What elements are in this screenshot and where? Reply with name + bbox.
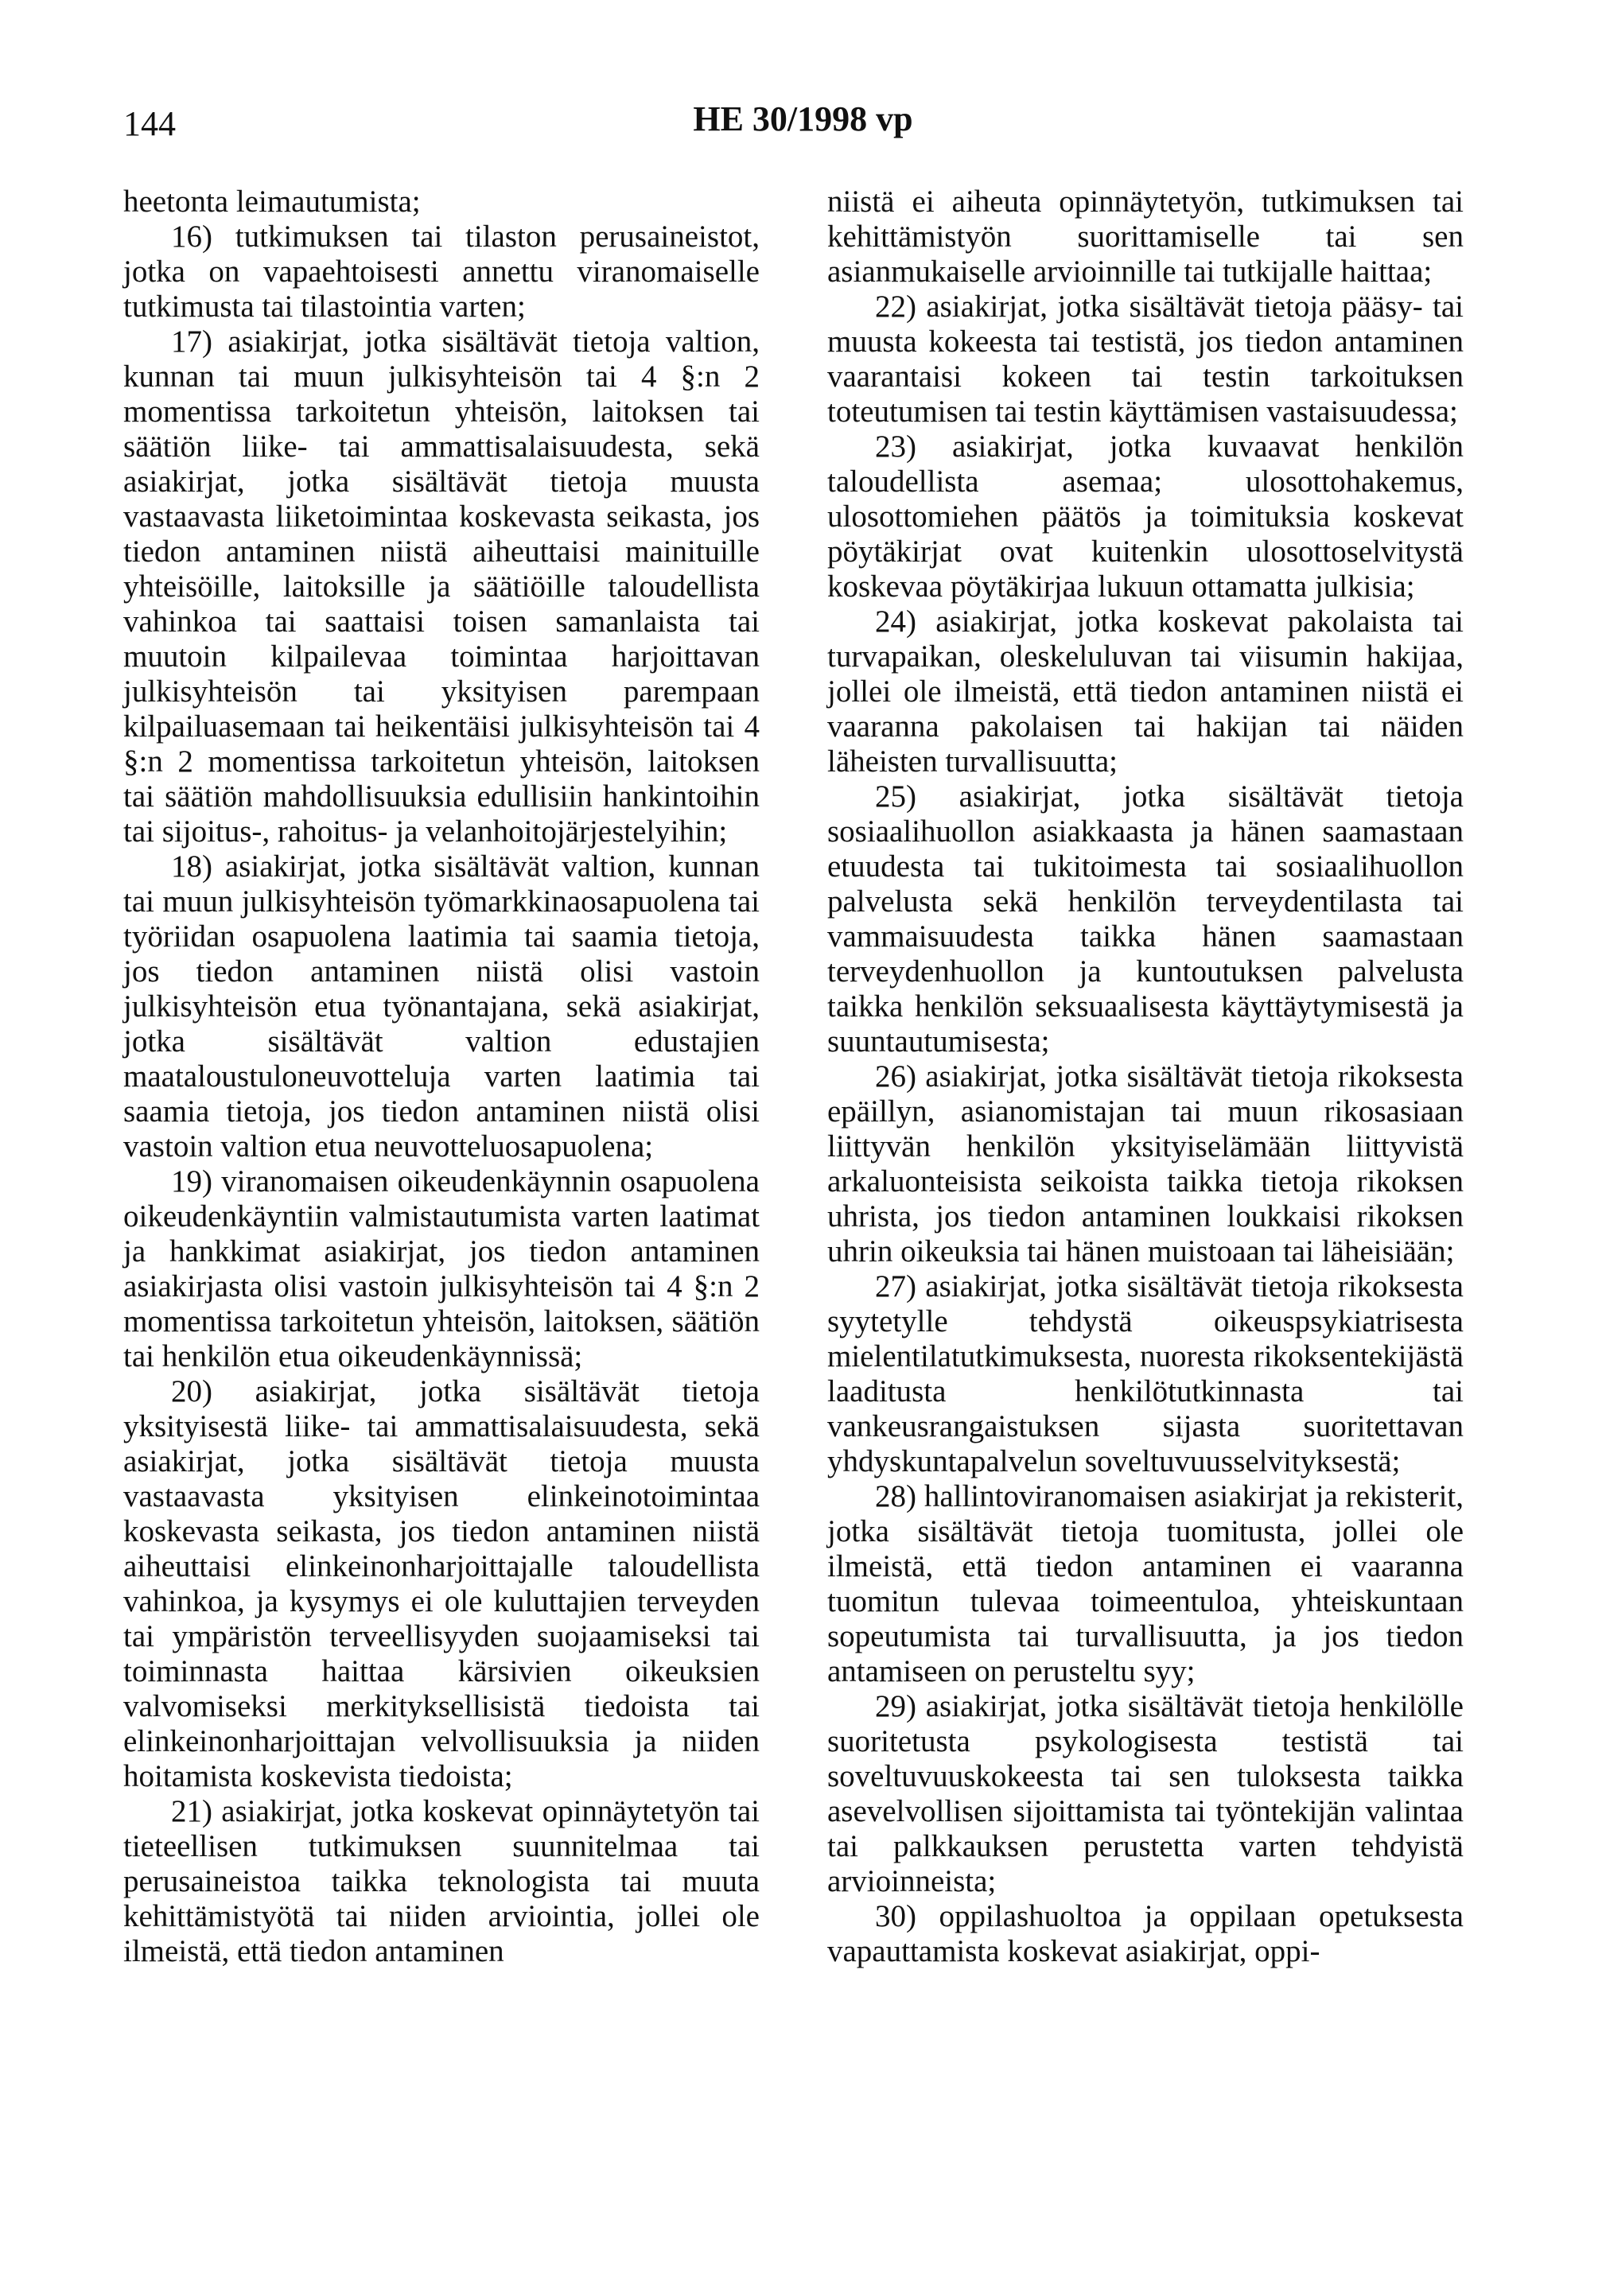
page-number: 144 <box>123 104 176 143</box>
running-head: HE 30/1998 vp <box>693 99 913 138</box>
paragraph: 21) asiakirjat, jotka koskevat opinnäytetyön tai tieteellisen tutkimuksen suunnitelmaa tai perusaineistoa taikka teknologista tai muuta kehittämistyötä tai niiden arviointia, jollei ole ilmeistä, että tiedon antaminen <box>123 1794 760 1968</box>
paragraph: 28) hallintoviranomaisen asiakirjat ja rekisterit, jotka sisältävät tietoja tuomitusta, jollei ole ilmeistä, että tiedon antaminen ei vaaranna tuomitun tulevaa toimeentuloa, yhteiskuntaan sopeutumista tai turvallisuutta, ja jos tiedon antamiseen on perusteltu syy; <box>827 1479 1464 1688</box>
paragraph: 20) asiakirjat, jotka sisältävät tietoja yksityisestä liike- tai ammattisalaisuudesta, sekä asiakirjat, jotka sisältävät tietoja muusta vastaavasta yksityisen elinkeinotoimintaa koskevasta seikasta, jos tiedon antaminen niistä aiheuttaisi elinkeinonharjoittajalle taloudellista vahinkoa, ja kysymys ei ole kuluttajien terveyden tai ympäristön terveellisyyden suojaamiseksi tai toiminnasta haittaa kärsivien oikeuksien valvomiseksi merkityksellisistä tiedoista tai elinkeinonharjoittajan velvollisuuksia ja niiden hoitamista koskevista tiedoista; <box>123 1374 760 1793</box>
paragraph: 16) tutkimuksen tai tilaston perusaineistot, jotka on vapaehtoisesti annettu viranomaiselle tutkimusta tai tilastointia varten; <box>123 219 760 324</box>
paragraph: 17) asiakirjat, jotka sisältävät tietoja valtion, kunnan tai muun julkisyhteisön tai 4 §:n 2 momentissa tarkoitetun yhteisön, laitoksen tai säätiön liike- tai ammattisalaisuudesta, sekä asiakirjat, jotka sisältävät tietoja muusta vastaavasta liiketoimintaa koskevasta seikasta, jos tiedon antaminen niistä aiheuttaisi mainituille yhteisöille, laitoksille ja säätiöille taloudellista vahinkoa tai saattaisi toisen samanlaista tai muutoin kilpailevaa toimintaa harjoittavan julkisyhteisön tai yksityisen parempaan kilpailuasemaan tai heikentäisi julkisyhteisön tai 4 §:n 2 momentissa tarkoitetun yhteisön, laitoksen tai säätiön mahdollisuuksia edullisiin hankintoihin tai sijoitus-, rahoitus- ja velanhoitojärjestelyihin; <box>123 324 760 849</box>
paragraph: 30) oppilashuoltoa ja oppilaan opetuksesta vapauttamista koskevat asiakirjat, oppi- <box>827 1899 1464 1968</box>
paragraph: 29) asiakirjat, jotka sisältävät tietoja henkilölle suoritetusta psykologisesta testistä tai soveltuvuuskokeesta tai sen tuloksesta taikka asevelvollisen sijoittamista tai työntekijän valintaa tai palkkauksen perustetta varten tehdyistä arvioinneista; <box>827 1689 1464 1898</box>
paragraph: 18) asiakirjat, jotka sisältävät valtion, kunnan tai muun julkisyhteisön työmarkkinaosapuolena tai työriidan osapuolena laatimia tai saamia tietoja, jos tiedon antaminen niistä olisi vastoin julkisyhteisön etua työnantajana, sekä asiakirjat, jotka sisältävät valtion edustajien maataloustuloneuvotteluja varten laatimia tai saamia tietoja, jos tiedon antaminen niistä olisi vastoin valtion etua neuvotteluosapuolena; <box>123 849 760 1164</box>
paragraph: 19) viranomaisen oikeudenkäynnin osapuolena oikeudenkäyntiin valmistautumista varten laatimat ja hankkimat asiakirjat, jos tiedon antaminen asiakirjasta olisi vastoin julkisyhteisön tai 4 §:n 2 momentissa tarkoitetun yhteisön, laitoksen, säätiön tai henkilön etua oikeudenkäynnissä; <box>123 1164 760 1373</box>
paragraph: 26) asiakirjat, jotka sisältävät tietoja rikoksesta epäillyn, asianomistajan tai muun rikosasiaan liittyvän henkilön yksityiselämään liittyvistä arkaluonteisista seikoista taikka tietoja rikoksen uhrista, jos tiedon antaminen loukkaisi rikoksen uhrin oikeuksia tai hänen muistoaan tai läheisiään; <box>827 1059 1464 1268</box>
paragraph: niistä ei aiheuta opinnäytetyön, tutkimuksen tai kehittämistyön suorittamiselle tai sen asianmukaiselle arvioinnille tai tutkijalle haittaa; <box>827 185 1464 289</box>
paragraph: 25) asiakirjat, jotka sisältävät tietoja sosiaalihuollon asiakkaasta ja hänen saamastaan etuudesta tai tukitoimesta tai sosiaalihuollon palvelusta sekä henkilön terveydentilasta tai vammaisuudesta taikka hänen saamastaan terveydenhuollon ja kuntoutuksen palvelusta taikka henkilön seksuaalisesta käyttäytymisestä ja suuntautumisesta; <box>827 779 1464 1059</box>
paragraph: 23) asiakirjat, jotka kuvaavat henkilön taloudellista asemaa; ulosottohakemus, ulosottomiehen päätös ja toimituksia koskevat pöytäkirjat ovat kuitenkin ulosottoselvitystä koskevaa pöytäkirjaa lukuun ottamatta julkisia; <box>827 429 1464 604</box>
paragraph: 27) asiakirjat, jotka sisältävät tietoja rikoksesta syytetylle tehdystä oikeuspsykiatrisesta mielentilatutkimuksesta, nuoresta rikoksentekijästä laaditusta henkilötutkinnasta tai vankeusrangaistuksen sijasta suoritettavan yhdyskuntapalvelun soveltuvuusselvityksestä; <box>827 1269 1464 1478</box>
left-column <box>123 185 760 1969</box>
paragraph: heetonta leimautumista; <box>123 185 421 219</box>
paragraph: 24) asiakirjat, jotka koskevat pakolaista tai turvapaikan, oleskeluluvan tai viisumin hakijaa, jollei ole ilmeistä, että tiedon antaminen niistä ei vaaranna pakolaisen tai hakijan tai näiden läheisten turvallisuutta; <box>827 604 1464 779</box>
paragraph: 22) asiakirjat, jotka sisältävät tietoja pääsy- tai muusta kokeesta tai testistä, jos tiedon antaminen vaarantaisi kokeen tai testin tarkoituksen toteutumisen tai testin käyttämisen vastaisuudessa; <box>827 289 1464 429</box>
right-column <box>827 185 1464 1969</box>
